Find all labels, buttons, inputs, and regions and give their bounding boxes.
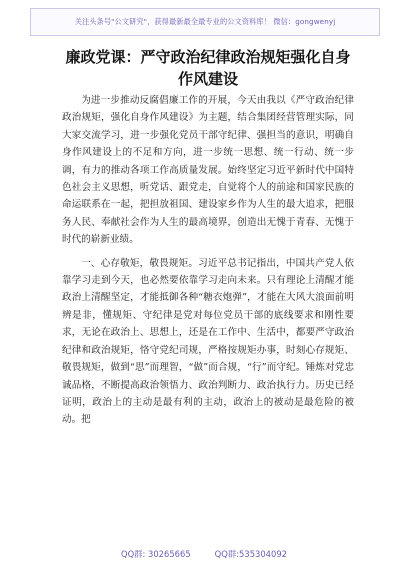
banner-text: 关注头条号"公文研究"，获得最新最全最专业的公文资料库！ 微信：gongwenyj xyxy=(74,17,336,26)
footer-qq-group-2: QQ群:535304092 xyxy=(214,549,287,559)
document-body xyxy=(62,92,354,435)
header-banner xyxy=(30,8,380,36)
document-title: 廉政党课：严守政治纪律政治规矩强化自身作风建设 xyxy=(65,48,351,88)
footer-qq-group-1: QQ群: 30265665 xyxy=(120,549,191,559)
paragraph: 一、心存敬矩，敬畏规矩。习近平总书记指出，中国共产党人依靠学习走到今天，也必然要依靠学习走向未来。只有理论上清醒才能政治上清醒坚定，才能抵御各种“糖衣炮弹”，才能在大风大浪面前明辨是非，懂规矩、守纪律是党对每位党员干部的底线要求和刚性要求，无论在政治上、思想上，还是在工作中、生活中，都要严守政治纪律和政治规矩，恪守党纪司规，严格按规矩办事，时刻心存规矩、敬畏规矩，做到“思”而理智，“做”而合规，“行”而守纪。锤炼对党忠诚品格，不断提高政治领悟力、政治判断力、政治执行力。历史已经证明，政治上的主动是最有利的主动，政治上的被动是最危险的被动。把 xyxy=(62,257,354,426)
paragraph: 为进一步推动反腐倡廉工作的开展，今天由我以《严守政治纪律政治规矩，强化自身作风建设》为主题，结合集团经营管理实际，同大家交流学习，进一步强化党员干部守纪律、强担当的意识，明确自身作风建设上的不足和方向，进一步统一思想、统一行动、统一步调，有力的推动各项工作高质量发展。始终坚定习近平新时代中国特色社会主义思想，听党话、跟党走，自觉将个人的前途和国家民族的命运联系在一起，把担放祖国、建设家乡作为人生的最大追求，把服务人民、奉献社会作为人生的最高境界，创造出无愧于青春、无愧于时代的崭新业绩。 xyxy=(62,95,354,246)
footer-bar xyxy=(0,548,408,562)
